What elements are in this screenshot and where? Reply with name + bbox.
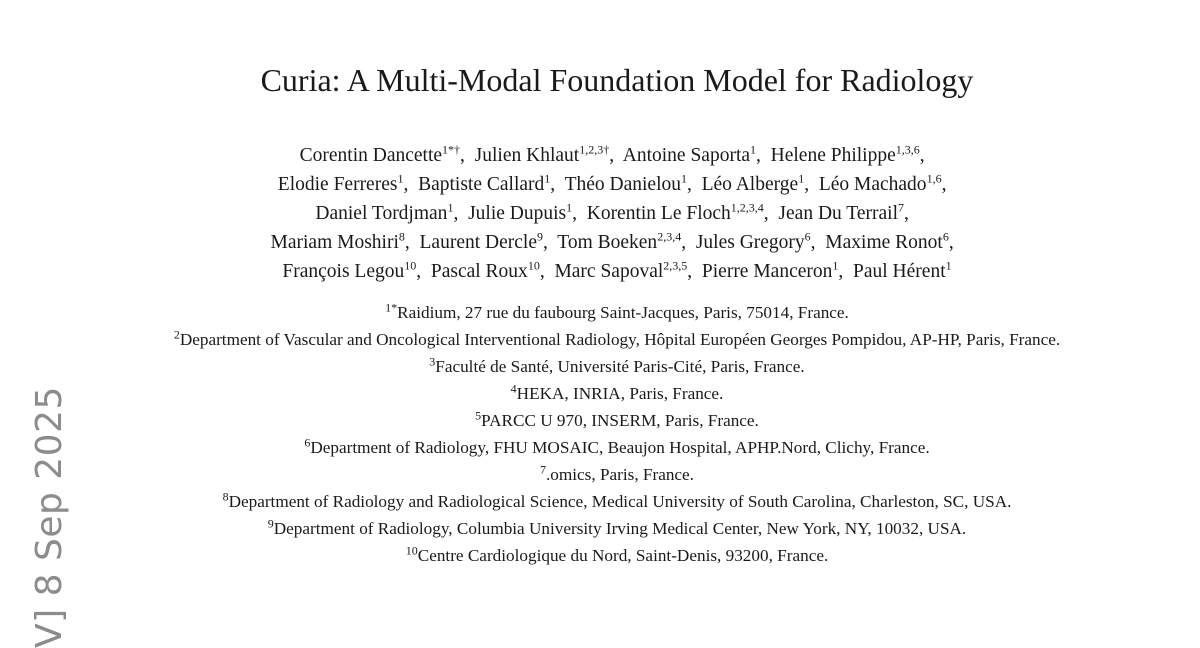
author — [853, 258, 952, 282]
affiliation-text: HEKA, INRIA, Paris, France. — [516, 384, 724, 403]
affiliation — [150, 407, 1084, 434]
affiliation-text: PARCC U 970, INSERM, Paris, France. — [481, 411, 759, 430]
affiliation-text: Department of Vascular and Oncological Interventional Radiology, Hôpital Européen Georges Pompidou, AP-HP, Paris, France. — [179, 330, 1061, 349]
affiliation — [150, 353, 1084, 380]
author-line: Corentin Dancette$^{1*\dagger}$, Julien Khlaut$^{1,2,3\dagger}$, Antoine Saporta$^1$, Helene Philippe$^{1,3,6}$, — [299, 142, 935, 166]
affiliation — [150, 461, 1084, 488]
author-name: Jules Gregory — [695, 232, 805, 253]
author-affiliation-marker: 10 — [404, 258, 417, 273]
author-name: Léo Alberge — [701, 174, 799, 195]
author — [282, 258, 417, 282]
affiliation — [150, 380, 1084, 407]
author-line: Elodie Ferreres$^1$, Baptiste Callard$^1$, Théo Danielou$^1$, Léo Alberge$^1$, Léo Machado$^{1,6}$, — [277, 171, 957, 195]
affiliation-marker: 8 — [222, 489, 229, 504]
author-name: Mariam Moshiri — [270, 232, 399, 253]
affiliation — [150, 299, 1084, 326]
affiliation-marker: 4 — [510, 381, 517, 396]
author-name: Helene Philippe — [770, 145, 896, 166]
author-affiliation-marker: 1 — [566, 200, 573, 215]
author-name: Korentin Le Floch — [586, 203, 731, 224]
author — [701, 171, 805, 195]
affiliation-text: Faculté de Santé, Université Paris-Cité, Paris, France. — [435, 357, 805, 376]
affiliation-list — [150, 299, 1084, 569]
author — [818, 171, 942, 195]
author — [564, 171, 687, 195]
affiliation-marker: 5 — [475, 408, 482, 423]
author-name: Laurent Dercle — [419, 232, 537, 253]
author-affiliation-marker: 10 — [527, 258, 540, 273]
affiliation — [150, 542, 1084, 569]
author-affiliation-marker: 1 — [945, 258, 952, 273]
author — [778, 200, 904, 224]
affiliation-text: .omics, Paris, France. — [546, 465, 694, 484]
affiliation-text: Centre Cardiologique du Nord, Saint-Denis, 93200, France. — [417, 546, 829, 565]
author-name: Julie Dupuis — [468, 203, 567, 224]
author-name: François Legou — [282, 261, 405, 282]
author-name: Pierre Manceron — [701, 261, 833, 282]
author-name: Jean Du Terrail — [778, 203, 898, 224]
author-list — [150, 141, 1084, 286]
author-name: Antoine Saporta — [622, 145, 751, 166]
author-name: Baptiste Callard — [418, 174, 545, 195]
author-affiliation-marker: 1 — [544, 171, 551, 186]
affiliation-marker: 6 — [304, 435, 311, 450]
author-name: Julien Khlaut — [474, 145, 580, 166]
author — [557, 229, 682, 253]
affiliation-marker: 7 — [540, 462, 546, 477]
arxiv-side-stamp: V] 8 Sep 2025 — [29, 386, 70, 648]
author-affiliation-marker: 1,6 — [926, 171, 942, 186]
author — [468, 200, 573, 224]
author — [270, 229, 405, 253]
author — [299, 142, 461, 166]
author — [622, 142, 757, 166]
author — [430, 258, 540, 282]
author-name: Léo Machado — [818, 174, 927, 195]
author — [554, 258, 688, 282]
author — [695, 229, 811, 253]
author-affiliation-marker: 2,3,5 — [663, 258, 688, 273]
author-affiliation-marker: 1 — [447, 200, 454, 215]
author-line: Mariam Moshiri$^8$, Laurent Dercle$^9$, Tom Boeken$^{2,3,4}$, Jules Gregory$^6$, Maxime Ronot$^6$, — [270, 229, 964, 253]
affiliation-marker: 1* — [385, 300, 398, 315]
author-affiliation-marker: 1 — [680, 171, 687, 186]
author-name: Maxime Ronot — [825, 232, 943, 253]
author-affiliation-marker: 9 — [536, 229, 543, 244]
author-affiliation-marker: 2,3,4 — [657, 229, 682, 244]
author-name: Paul Hérent — [853, 261, 946, 282]
author-name: Marc Sapoval — [554, 261, 664, 282]
author-affiliation-marker: 6 — [804, 229, 811, 244]
author-affiliation-marker: 6 — [942, 229, 949, 244]
author-affiliation-marker: 1,2,3,4 — [730, 200, 764, 215]
author — [770, 142, 920, 166]
author-affiliation-marker: 8 — [398, 229, 405, 244]
author — [418, 171, 551, 195]
affiliation-marker: 2 — [173, 327, 180, 342]
author — [701, 258, 839, 282]
author-affiliation-marker: 1*† — [442, 142, 461, 157]
author — [825, 229, 949, 253]
author-name: Pascal Roux — [430, 261, 528, 282]
affiliation-marker: 9 — [267, 516, 274, 531]
author — [474, 142, 610, 166]
author-affiliation-marker: 1 — [832, 258, 839, 273]
affiliation — [150, 515, 1084, 542]
affiliation-marker: 10 — [405, 543, 418, 558]
author-affiliation-marker: 1,3,6 — [895, 142, 920, 157]
affiliation-text: Department of Radiology and Radiological Science, Medical University of South Carolina, Charleston, SC, USA. — [228, 492, 1012, 511]
affiliation-text: Raidium, 27 rue du faubourg Saint-Jacques, Paris, 75014, France. — [397, 303, 849, 322]
affiliation — [150, 434, 1084, 461]
affiliation-marker: 3 — [429, 354, 436, 369]
author-line: François Legou$^{10}$, Pascal Roux$^{10}$, Marc Sapoval$^{2,3,5}$, Pierre Manceron$^1$, Paul Hérent$^1$ — [282, 258, 952, 282]
author-name: Théo Danielou — [564, 174, 681, 195]
author — [419, 229, 543, 253]
author-affiliation-marker: 1 — [798, 171, 805, 186]
affiliation — [150, 326, 1084, 353]
paper-title: Curia: A Multi-Modal Foundation Model for Radiology — [260, 62, 974, 98]
author-name: Elodie Ferreres — [277, 174, 398, 195]
affiliation-text: Department of Radiology, Columbia University Irving Medical Center, New York, NY, 10032, USA. — [273, 519, 967, 538]
author-line: Daniel Tordjman$^1$, Julie Dupuis$^1$, Korentin Le Floch$^{1,2,3,4}$, Jean Du Terrail$^7$, — [315, 200, 919, 224]
author-name: Daniel Tordjman — [315, 203, 448, 224]
author — [315, 200, 454, 224]
author-affiliation-marker: 1,2,3† — [579, 142, 610, 157]
affiliation — [150, 488, 1084, 515]
author-affiliation-marker: 1 — [397, 171, 404, 186]
author — [277, 171, 404, 195]
author-affiliation-marker: 7 — [897, 200, 904, 215]
author-name: Corentin Dancette — [299, 145, 443, 166]
author — [586, 200, 764, 224]
author-affiliation-marker: 1 — [750, 142, 757, 157]
affiliation-text: Department of Radiology, FHU MOSAIC, Beaujon Hospital, APHP.Nord, Clichy, France. — [310, 438, 930, 457]
author-name: Tom Boeken — [557, 232, 658, 253]
